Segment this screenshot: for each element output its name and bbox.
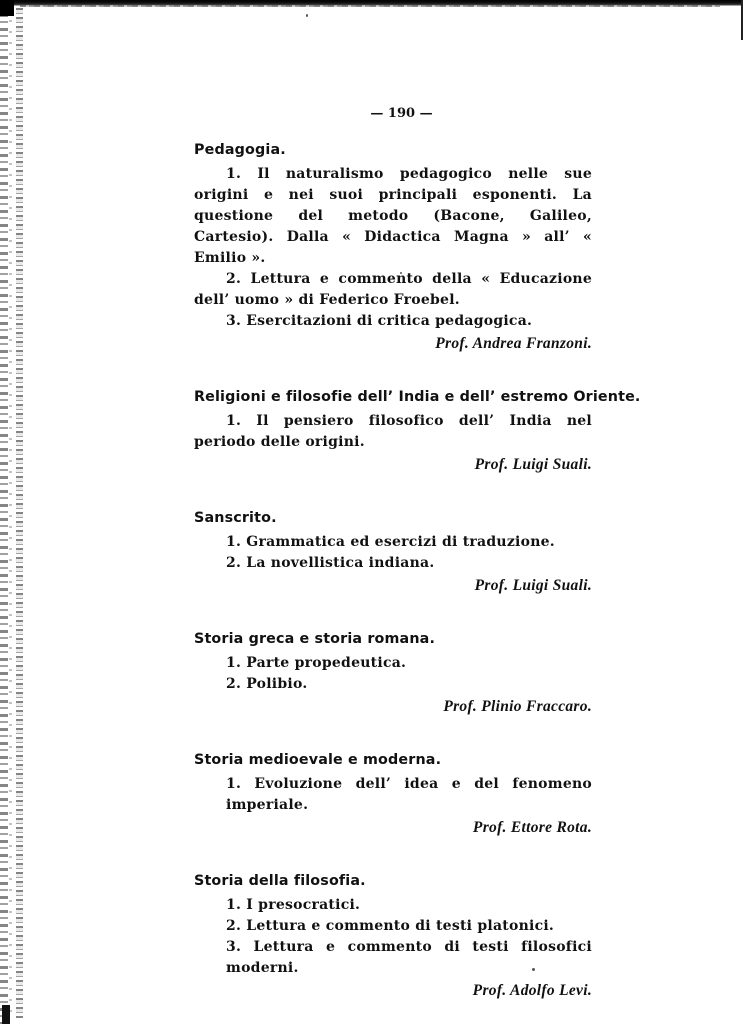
section-gap [194,475,592,508]
course-section [194,387,641,475]
scan-binding-shadow-inner [9,20,12,1020]
course-item: 3. Lettura e commento di testi filosofici moderni. [226,939,592,976]
scan-bottom-corner [2,1005,10,1024]
professor-name: Prof. Andrea Franzoni. [435,335,592,352]
course-section [194,629,592,717]
course-section [194,750,592,838]
course-item: 1. Grammatica ed esercizi di traduzione. [226,534,555,550]
course-item: 2. La novellistica indiana. [226,555,435,571]
section-gap [194,838,592,871]
section-title: Pedagogia. [194,142,286,158]
course-item: 2. Lettura e commento di testi platonici. [226,918,555,934]
section-title: Religioni e filosofie dell’ India e dell’ estremo Oriente. [194,389,641,405]
section-title: Sanscrito. [194,510,277,526]
section-gap [194,596,592,629]
scan-speck [306,14,308,17]
course-item: 1. Parte propedeutica. [226,655,407,671]
professor-name: Prof. Plinio Fraccaro. [443,698,592,715]
course-item: 3. Esercitazioni di critica pedagogica. [226,313,533,329]
course-item: 1. Il naturalismo pedagogico nelle sue origini e nei suoi principali esponenti. La questione del metodo (Bacone, Galileo, Cartesio). Dalla « Didactica Magna » all’ « Emilio ». [194,166,592,266]
course-item: 1. I presocratici. [226,897,361,913]
course-item: 2. Lettura e commento della « Educazione dell’ uomo » di Federico Froebel. [194,271,592,308]
section-title: Storia della filosofia. [194,873,366,889]
page-number: — 190 — [370,106,433,121]
section-title: Storia greca e storia romana. [194,631,436,647]
course-section [194,871,592,1001]
course-section [194,140,592,354]
professor-name: Prof. Ettore Rota. [472,819,592,836]
scan-top-edge-noise [20,5,720,7]
scan-binding-shadow [16,8,23,1018]
course-item: 2. Polibio. [226,676,308,692]
section-gap [194,717,592,750]
course-item: 1. Il pensiero filosofico dell’ India nel periodo delle origini. [194,413,592,450]
document-body [194,140,641,1001]
scan-left-edge [0,0,8,1024]
section-gap [194,354,592,387]
course-item: 1. Evoluzione dell’ idea e del fenomeno imperiale. [226,776,592,813]
professor-name: Prof. Luigi Suali. [474,456,592,473]
section-title: Storia medioevale e moderna. [194,752,442,768]
scan-corner-shadow [0,0,14,16]
professor-name: Prof. Luigi Suali. [474,577,592,594]
course-section [194,508,592,596]
professor-name: Prof. Adolfo Levi. [472,982,592,999]
